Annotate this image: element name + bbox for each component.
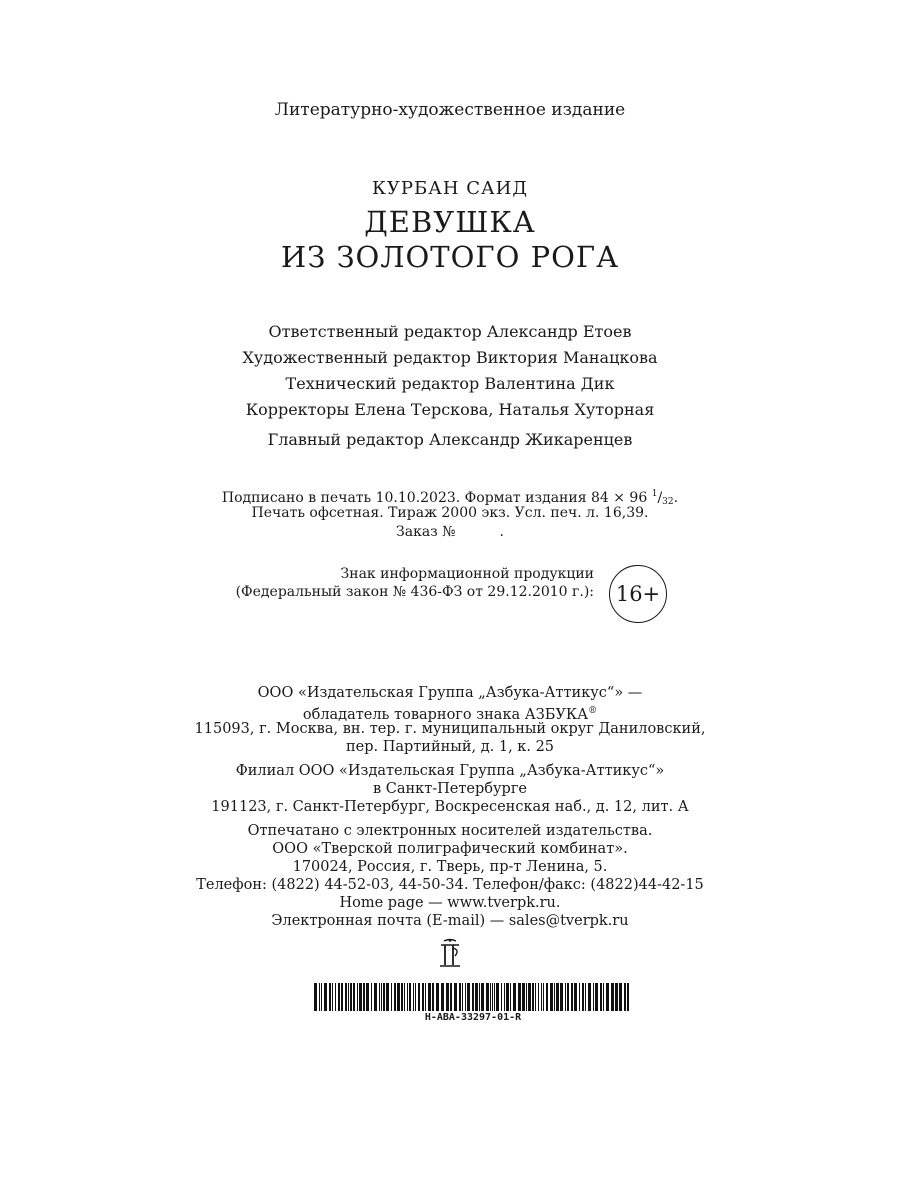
publisher-address-line-2: пер. Партийный, д. 1, к. 25 <box>345 739 555 755</box>
genre-line: Литературно-художественное издание <box>274 100 626 120</box>
branch-line-2: в Санкт-Петербурге <box>373 781 527 797</box>
imprint-signed-format: Подписано в печать 10.10.2023. Формат издания 84 × 96 <box>221 490 648 506</box>
info-sign-line-2: (Федеральный закон № 436-ФЗ от 29.12.2010 г.): <box>235 584 594 600</box>
credit-chief-editor: Главный редактор Александр Жикаренцев <box>267 430 633 449</box>
barcode-bar <box>627 983 629 1011</box>
barcode-bar <box>324 983 327 1011</box>
barcode-bar <box>475 983 478 1011</box>
barcode-bar <box>436 983 439 1011</box>
printer-logo-icon <box>438 938 462 970</box>
barcode-bar <box>603 983 604 1011</box>
imprint-line-1-end: . <box>673 490 679 506</box>
branch-line-1: Филиал ООО «Издательская Группа „Азбука-Аттикус“» <box>235 763 665 779</box>
barcode-bar <box>450 983 452 1011</box>
printer-line-2: ООО «Тверской полиграфический комбинат». <box>272 841 628 857</box>
barcode-bar <box>546 983 548 1011</box>
order-end: . <box>499 524 504 540</box>
barcode-bar <box>513 983 516 1011</box>
barcode-bar <box>501 983 502 1011</box>
format-fraction-slash: / <box>657 490 663 506</box>
barcode-bar <box>571 983 573 1011</box>
barcode-bar <box>363 983 365 1011</box>
barcode-bar <box>357 983 358 1011</box>
barcode-bar <box>481 983 484 1011</box>
barcode-bar <box>624 983 626 1011</box>
credit-responsible-editor: Ответственный редактор Александр Етоев <box>268 322 632 341</box>
printer-phone-line: Телефон: (4822) 44-52-03, 44-50-34. Телефон/факс: (4822)44-42-15 <box>196 877 704 893</box>
barcode-bar <box>582 983 584 1011</box>
barcode-bar <box>504 983 505 1011</box>
registered-mark: ® <box>588 706 598 716</box>
printer-line-3: 170024, Россия, г. Тверь, пр-т Ленина, 5. <box>292 859 608 875</box>
barcode-bar <box>585 983 586 1011</box>
barcode-bar <box>454 983 457 1011</box>
barcode-bar <box>329 983 331 1011</box>
book-title-line-2: ИЗ ЗОЛОТОГО РОГА <box>280 240 620 274</box>
barcode-bar <box>415 983 416 1011</box>
barcode-bar <box>401 983 403 1011</box>
barcode-bar <box>409 983 411 1011</box>
barcode-bar <box>532 983 534 1011</box>
barcode-bar <box>611 983 614 1011</box>
barcode-bar <box>506 983 509 1011</box>
printer-email-line: Электронная почта (E-mail) — sales@tverpk.ru <box>271 913 629 929</box>
branch-address: 191123, г. Санкт-Петербург, Воскресенская наб., д. 12, лит. А <box>211 799 689 815</box>
barcode-bar <box>579 983 580 1011</box>
barcode-bar <box>600 983 602 1011</box>
imprint-order-line <box>0 523 900 541</box>
barcode-bar <box>492 983 493 1011</box>
barcode-bar <box>335 983 336 1011</box>
barcode-bar <box>510 983 511 1011</box>
barcode-bar <box>459 983 461 1011</box>
barcode-bar <box>490 983 491 1011</box>
credit-art-editor: Художественный редактор Виктория Манацкова <box>242 348 658 367</box>
barcode-bar <box>314 983 317 1011</box>
imprint-line-2: Печать офсетная. Тираж 2000 экз. Усл. печ. л. 16,39. <box>251 505 649 521</box>
barcode-bar <box>404 983 405 1011</box>
publisher-line-1: ООО «Издательская Группа „Азбука-Аттикус“» — <box>257 685 643 701</box>
barcode-bar <box>615 983 618 1011</box>
barcode-bar <box>446 983 449 1011</box>
barcode-bar <box>535 983 536 1011</box>
barcode-bar <box>556 983 559 1011</box>
barcode-bar <box>486 983 489 1011</box>
format-denominator: 32 <box>662 497 674 507</box>
barcode-bar <box>321 983 322 1011</box>
barcode-bar <box>374 983 377 1011</box>
barcode-bar <box>381 983 382 1011</box>
barcode-bar <box>425 983 426 1011</box>
barcode-bar <box>345 983 347 1011</box>
barcode-bar <box>338 983 340 1011</box>
barcode-bar <box>397 983 400 1011</box>
publisher-trademark-text: обладатель товарного знака АЗБУКА <box>302 707 589 723</box>
barcode-bar <box>560 983 563 1011</box>
barcode-bar <box>353 983 355 1011</box>
barcode-bar <box>606 983 609 1011</box>
credit-technical-editor: Технический редактор Валентина Дик <box>285 374 615 393</box>
barcode-bar <box>428 983 431 1011</box>
barcode-bar <box>348 983 349 1011</box>
barcode-bar <box>522 983 525 1011</box>
barcode-bar <box>479 983 480 1011</box>
barcode-bar <box>386 983 389 1011</box>
barcode-bar <box>554 983 555 1011</box>
barcode-bar <box>518 983 521 1011</box>
barcode-bar <box>567 983 569 1011</box>
printer-line-1: Отпечатано с электронных носителей издательства. <box>247 823 653 839</box>
barcode-bar <box>465 983 466 1011</box>
barcode-icon <box>314 983 632 1011</box>
barcode-bar <box>394 983 396 1011</box>
barcode-bar <box>422 983 424 1011</box>
barcode-bar <box>595 983 598 1011</box>
barcode-label: H-ABA-33297-01-R <box>424 1012 522 1023</box>
barcode-bar <box>543 983 544 1011</box>
barcode-bar <box>391 983 392 1011</box>
barcode-bar <box>350 983 352 1011</box>
barcode-bar <box>619 983 622 1011</box>
barcode-bar <box>462 983 463 1011</box>
barcode-bar <box>550 983 553 1011</box>
barcode-bar <box>593 983 594 1011</box>
order-label: Заказ № <box>396 524 456 540</box>
barcode-bar <box>538 983 539 1011</box>
barcode-bar <box>496 983 499 1011</box>
barcode-bar <box>418 983 420 1011</box>
barcode-bar <box>407 983 408 1011</box>
barcode-bar <box>565 983 566 1011</box>
barcode-bar <box>413 983 414 1011</box>
barcode-bar <box>332 983 333 1011</box>
author-name: КУРБАН САИД <box>371 178 529 199</box>
barcode-bar <box>441 983 444 1011</box>
info-sign-line-1: Знак информационной продукции <box>340 566 594 582</box>
printer-homepage-line: Home page — www.tverpk.ru. <box>339 895 561 911</box>
barcode-bar <box>371 983 372 1011</box>
barcode-bar <box>541 983 542 1011</box>
barcode-bar <box>341 983 343 1011</box>
barcode-bar <box>319 983 320 1011</box>
barcode-bar <box>379 983 380 1011</box>
barcode-bar <box>528 983 531 1011</box>
publisher-address-line-1: 115093, г. Москва, вн. тер. г. муниципальный округ Даниловский, <box>194 721 706 737</box>
barcode-bar <box>383 983 385 1011</box>
age-rating-badge: 16+ <box>609 565 667 623</box>
barcode-bar <box>432 983 434 1011</box>
barcode-bar <box>574 983 577 1011</box>
book-title-line-1: ДЕВУШКА <box>364 205 536 239</box>
barcode-bar <box>366 983 369 1011</box>
barcode-bar <box>359 983 362 1011</box>
barcode-bar <box>467 983 470 1011</box>
credit-proofreaders: Корректоры Елена Терскова, Наталья Хуторная <box>245 400 655 419</box>
barcode-bar <box>472 983 474 1011</box>
barcode-bar <box>526 983 527 1011</box>
barcode-bar <box>588 983 591 1011</box>
barcode-bar <box>494 983 495 1011</box>
format-numerator: 1 <box>651 489 658 499</box>
